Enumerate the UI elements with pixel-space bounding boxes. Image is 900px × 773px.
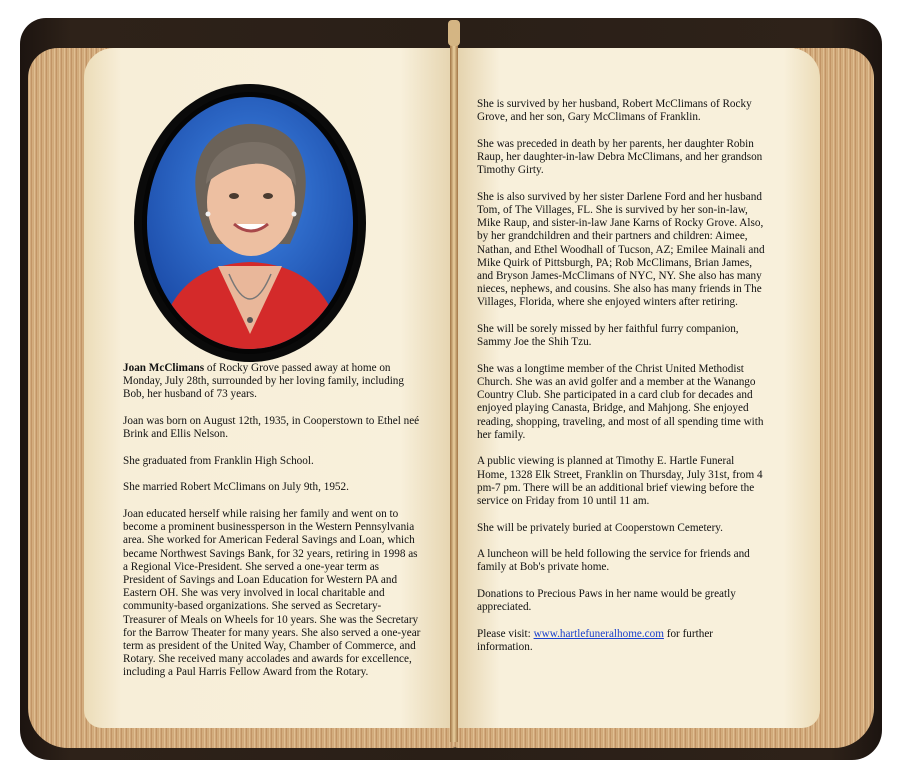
preceded-paragraph: She was preceded in death by her parents, her daughter Robin Raup, her daughter-in-law Debra McClimans, and her grandson Timothy Girty.	[477, 137, 763, 177]
book-gutter	[450, 30, 458, 742]
church-paragraph: She was a longtime member of the Christ United Methodist Church. She was an avid golfer and a member at the Wanango Country Club. She participated in a card club for decades and enjoyed playing Canasta, Bridge, and Mahjong. She enjoyed reading, shopping, traveling, and most of all spending time with her family.	[477, 362, 764, 441]
luncheon-paragraph: A luncheon will be held following the service for friends and family at Bob's private home.	[477, 548, 750, 574]
viewing-paragraph: A public viewing is planned at Timothy E. Hartle Funeral Home, 1328 Elk Street, Franklin on Thursday, July 31st, from 4 pm-7 pm. There will be an additional brief viewing before the service on Friday from 10 until 11 am.	[477, 455, 763, 508]
extended-family-paragraph: She is also survived by her sister Darlene Ford and her husband Tom, of The Villages, FL. She is survived by her son-in-law, Mike Raup, and sister-in-law Jane Karns of Rocky Grove. Also, by her grandchildren and their partners and children: Aimee, Nathan, and Ethel Woodhall of Tucson, AZ; Emilee Mainali and Mike Quirk of Pittsburgh, PA; Rob McClimans, Brian James, and Bryson James-McClimans of NYC, NY. She also has many nieces, nephews, and cousins. She also has many friends in The Villages, Florida, where she enjoyed winters after retiring.	[477, 190, 765, 309]
pet-paragraph: She will be sorely missed by her faithful furry companion, Sammy Joe the Shih Tzu.	[477, 323, 739, 349]
burial-paragraph: She will be privately buried at Cooperstown Cemetery.	[477, 521, 723, 534]
intro-text: of Rocky Grove passed away at home on Monday, July 28th, surrounded by her loving family, including Bob, her husband of 73 years.	[123, 362, 404, 401]
portrait-frame	[134, 84, 366, 362]
obituary-intro	[123, 362, 423, 402]
donations-paragraph: Donations to Precious Paws in her name would be greatly appreciated.	[477, 588, 736, 614]
deceased-name: Joan McClimans	[123, 362, 205, 374]
career-paragraph: Joan educated herself while raising her family and went on to become a prominent businessperson in the Western Pennsylvania area. She worked for American Federal Savings and Loan, which became Northwest Savings Bank, for 32 years, retiring in 1998 as a Regional Vice-President. She served a one-year term as President of Savings and Loan Education for Western PA and Eastern OH. She was very involved in local charitable and community-based organizations. She served as Secretary-Treasurer of Meals on Wheels for 10 years. She was the Secretary for the Barrow Theater for many years. She also served a one-year term as president of the United Way, Chamber of Commerce, and Rotary. She received many accolades and awards for excellence, including a Paul Harris Fellow Award from the Rotary.	[123, 507, 421, 679]
survivors-paragraph: She is survived by her husband, Robert McClimans of Rocky Grove, and her son, Gary McClimans of Franklin.	[477, 98, 752, 124]
visit-paragraph	[477, 628, 767, 654]
marriage-paragraph: She married Robert McClimans on July 9th, 1952.	[123, 481, 349, 494]
visit-prefix: Please visit:	[477, 627, 534, 640]
portrait-photo	[134, 84, 366, 362]
funeral-home-link[interactable]: www.hartlefuneralhome.com	[533, 627, 664, 640]
obituary-right-column	[477, 98, 767, 668]
obituary-left-column	[123, 362, 423, 693]
visit-suffix: for further information.	[477, 627, 714, 654]
book-spine	[448, 20, 460, 46]
birth-paragraph: Joan was born on August 12th, 1935, in Cooperstown to Ethel neé Brink and Ellis Nelson.	[123, 415, 420, 441]
education-paragraph: She graduated from Franklin High School.	[123, 454, 314, 467]
